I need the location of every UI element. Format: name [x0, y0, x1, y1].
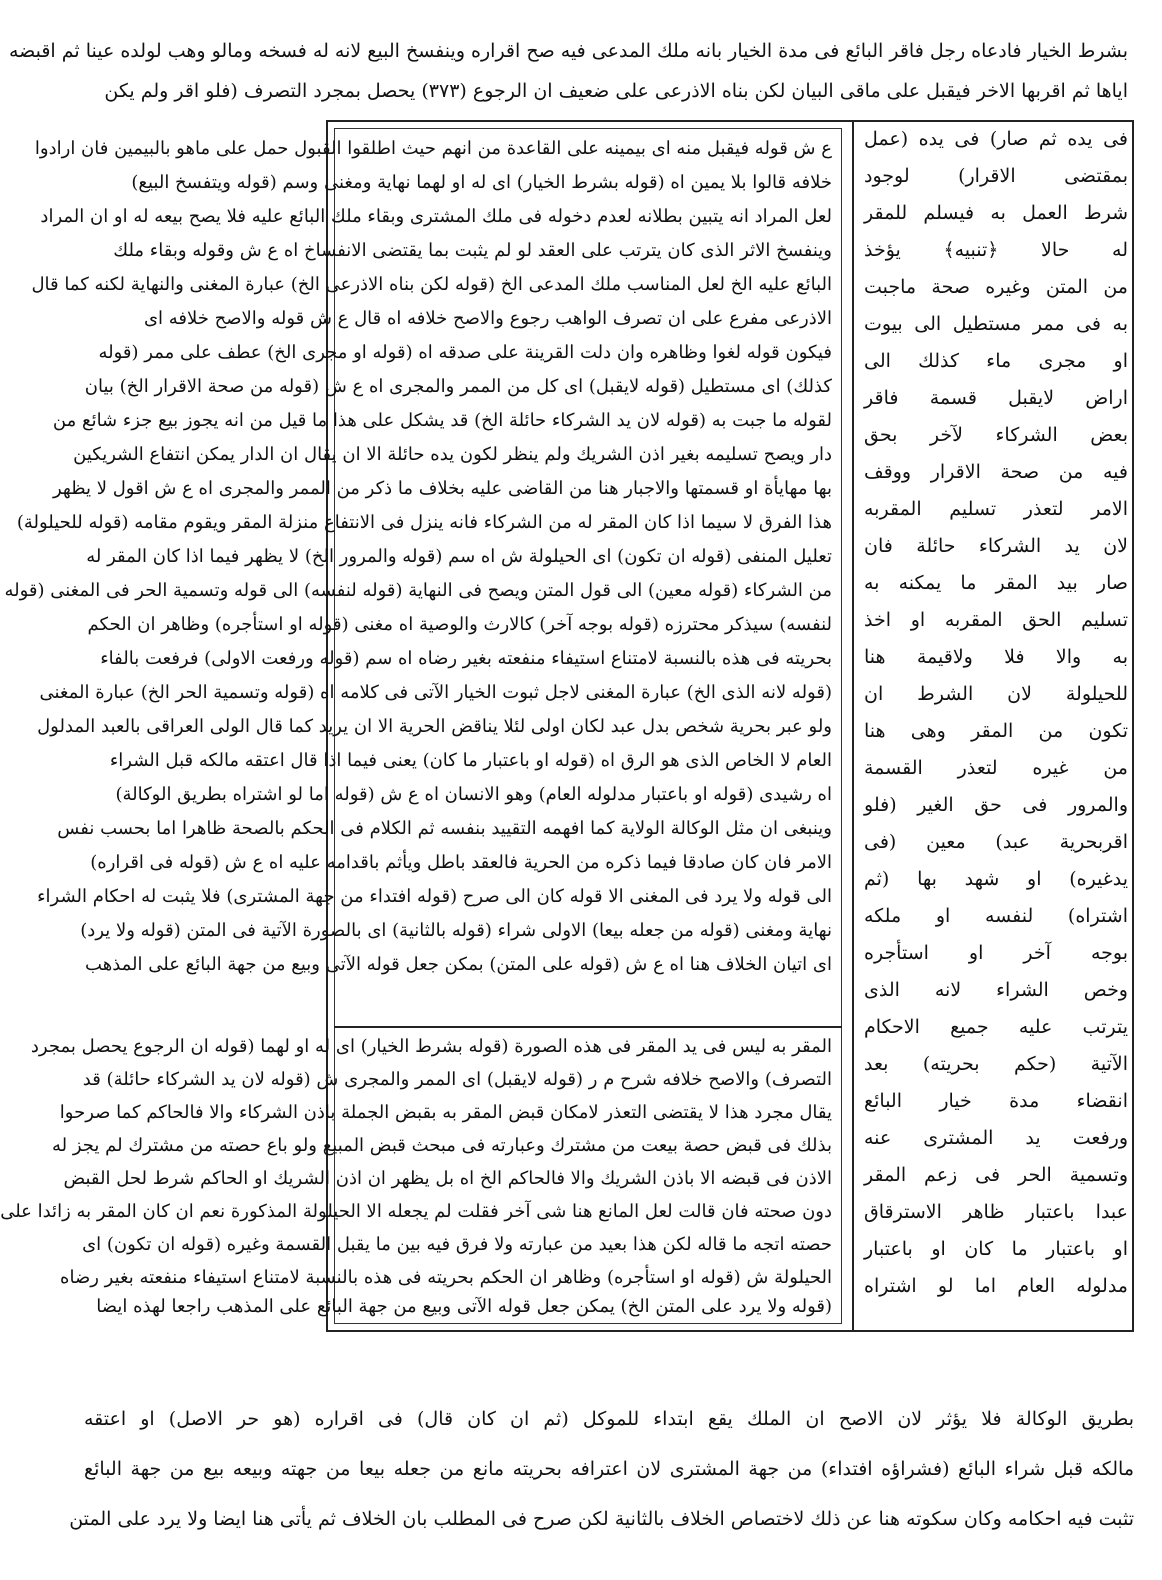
margin-line: الامر لتعذر تسليم المقربه	[864, 498, 1128, 520]
commentary-line: المقر به ليس فى يد المقر فى هذه الصورة (قوله بشرط الخيار) اى له او لهما (قوله ان الرجوع يحصل بمجرد	[30, 1036, 832, 1057]
commentary-line: ولو عبر بحرية شخص بدل عبد لكان اولى لئلا يناقض الحرية الا ان يريد كما قال الولى العراقى بالعبد المدلول	[37, 716, 832, 737]
margin-line: مدلوله العام اما لو اشتراه	[864, 1275, 1128, 1297]
commentary-line: لعل المراد انه يتبين بطلانه لعدم دخوله فى ملك المشترى وبقاء ملك البائع عليه فلا يصح بيعه له او ان المراد	[40, 206, 832, 227]
margin-line: اشتراه) لنفسه او ملكه	[864, 905, 1128, 927]
margin-line: او مجرى ماء كذلك الى	[864, 350, 1128, 372]
bottom-text-line: بطريق الوكالة فلا يؤثر لان الاصح ان الملك يقع ابتداء للموكل (ثم ان كان قال) فى اقراره (هو حر الاصل) او اعتقه	[84, 1408, 1134, 1430]
margin-line: عبدا باعتبار ظاهر الاسترقاق	[864, 1201, 1128, 1223]
commentary-line: لنفسه) سيذكر محترزه (قوله بوجه آخر) كالارث والوصية اه مغنى (قوله او استأجره) وظاهر ان الحكم	[87, 614, 832, 635]
margin-line: والمرور فى حق الغير (فلو	[864, 794, 1128, 816]
commentary-line: خلافه قالوا بلا يمين اه (قوله بشرط الخيار) اى له او لهما نهاية ومغنى وسم (قوله ويتفسخ البيع)	[131, 172, 832, 193]
commentary-line: الى قوله ولا يرد فى المغنى الا قوله كان الى صرح (قوله افتداء من جهة المشترى) فلا يثبت له احكام الشراء	[37, 886, 832, 907]
commentary-line: حصته اتجه ما قاله لكن هذا بعيد من عبارته ولا فرق فيه بين ما يقبل القسمة وغيره (قوله ان تكون) اى	[82, 1234, 832, 1255]
margin-line: يترتب عليه جميع الاحكام	[864, 1016, 1128, 1038]
commentary-line: اه رشيدى (قوله او باعتبار مدلوله العام) وهو الانسان اه ع ش (قوله اما لو اشتراه بطريق الوكالة)	[115, 784, 832, 805]
commentary-line: بذلك فى قبض حصة بيعت من مشترك وعبارته فى مبحث قبض المبيع ولو باع حصته من مشترك لم يجز له	[52, 1135, 832, 1156]
commentary-line: تعليل المنفى (قوله ان تكون) اى الحيلولة ش اه سم (قوله والمرور الخ) لا يظهر فيما اذا كان المقر له	[86, 546, 832, 567]
commentary-line: لقوله ما جبت به (قوله لان يد الشركاء حائلة الخ) قد يشكل على هذا ما قيل من انه يجوز بيع جزء شائع من	[52, 410, 832, 431]
margin-line: فيه من صحة الاقرار ووقف	[864, 461, 1128, 483]
commentary-line: (قوله ولا يرد على المتن الخ) يمكن جعل قوله الآتى وبيع من جهة البائع على المذهب راجعا لهذه ايضا	[96, 1296, 832, 1317]
margin-line: به والا فلا ولاقيمة هنا	[864, 646, 1128, 668]
commentary-line: نهاية ومغنى (قوله من جعله بيعا) الاولى شراء (قوله بالثانية) اى بالصورة الآتية فى المتن (قوله ولا يرد)	[80, 920, 832, 941]
margin-line: بوجه آخر او استأجره	[864, 942, 1128, 964]
commentary-line: التصرف) والاصح خلافه شرح م ر (قوله لايقبل) اى الممر والمجرى ش (قوله لان يد الشركاء حائلة) قد	[82, 1069, 832, 1090]
commentary-line: هذا الفرق لا سيما اذا كان المقر له من الشركاء فانه ينزل فى الانتفاع منزلة المقر ويقوم مقامه (قوله للحيلولة)	[16, 512, 832, 533]
margin-line: للحيلولة لان الشرط ان	[864, 683, 1128, 705]
commentary-line: الحيلولة ش (قوله او استأجره) وظاهر ان الحكم بحريته فى هذه بالنسبة لامتناع استيفاء منفعته بغير رضاه	[60, 1267, 832, 1288]
margin-line: تسليم الحق المقربه او اخذ	[864, 609, 1128, 631]
margin-column	[852, 120, 1134, 1332]
top-text-line: اياها ثم اقربها الاخر فيقبل على ماقى البيان لكن بناه الاذرعى على ضعيف ان الرجوع (٣٧٣) يحصل بمجرد التصرف (فلو اقر ولم يكن	[104, 80, 1128, 102]
commentary-line: بها مهايأة او قسمتها والاجبار هنا من القاضى عليه بخلاف ما ذكر من الممر والمجرى اه ع ش اقول لا يظهر	[52, 478, 832, 499]
commentary-line: بحريته فى هذه بالنسبة لامتناع استيفاء منفعته بغير رضاه اه سم (قوله ورفعت الاولى) فرفعت بالفاء	[100, 648, 832, 669]
commentary-line: العام لا الخاص الذى هو الرق اه (قوله او باعتبار ما كان) يعنى فيما اذا قال اعتقه مالكه قبل الشراء	[109, 750, 832, 771]
commentary-line: دون صحته فان قالت لعل المانع هنا شى آخر فقلت لم يجعله الا الحيلولة المذكورة نعم ان كان المقر به زائدا على	[0, 1201, 832, 1222]
margin-line: تكون من المقر وهى هنا	[864, 720, 1128, 742]
margin-line: شرط العمل به فيسلم للمقر	[864, 202, 1128, 224]
commentary-line: وينبغى ان مثل الوكالة الولاية كما افهمه التقييد بنفسه ثم الكلام فى الحكم بالصحة ظاهرا اما بحسب نفس	[57, 818, 832, 839]
margin-line: صار بيد المقر ما يمكنه به	[864, 572, 1128, 594]
section-divider	[334, 1026, 842, 1028]
margin-line: اراض لايقبل قسمة فاقر	[864, 387, 1128, 409]
commentary-line: ع ش قوله فيقبل منه اى بيمينه على القاعدة من انهم حيث اطلقوا القبول حمل على ماهو بالبيمين فان ارادوا	[34, 138, 832, 159]
commentary-line: وينفسخ الاثر الذى كان يترتب على العقد لو لم يثبت بما يقتضى الانفساخ اه ع ش وقوله وبقاء ملك	[113, 240, 832, 261]
commentary-line: الاذرعى مفرع على ان تصرف الواهب رجوع والاصح خلافه اه قال ع ش قوله والاصح خلافه اى	[143, 308, 832, 329]
bottom-text-line: مالكه قبل شراء البائع (فشراؤه افتداء) من جهة المشترى لان اعترافه بحريته مانع من جعله بيعا من جهته وبيعه بيع من جهة البائع	[84, 1458, 1134, 1480]
margin-line: او باعتبار ما كان او باعتبار	[864, 1238, 1128, 1260]
commentary-line: اى اتيان الخلاف هنا اه ع ش (قوله على المتن) بمكن جعل قوله الآتى وبيع من جهة البائع على المذهب	[85, 954, 832, 975]
bottom-text-line: تثبت فيه احكامه وكان سكوته هنا عن ذلك لاختصاص الخلاف بالثانية لكن صرح فى المطلب بان الخلاف ثم يأتى هنا ايضا ولا يرد على المتن	[69, 1508, 1134, 1530]
margin-line: لان يد الشركاء حائلة فان	[864, 535, 1128, 557]
commentary-line: الامر فان كان صادقا فيما ذكره من الحرية فالعقد باطل ويأثم باقدامه عليه اه ع ش (قوله فى اقراره)	[90, 852, 832, 873]
commentary-line: يقال مجرد هذا لا يقتضى التعذر لامكان قبض المقر به بقبض الجملة باذن الشركاء والا فالحاكم كما صرحوا	[59, 1102, 832, 1123]
margin-line: الآتية (حكم بحريته) بعد	[864, 1053, 1128, 1075]
commentary-line: دار ويصح تسليمه بغير اذن الشريك ولم ينظر لكون يده حائلة الا ان يقال ان الدار يمكن انتفاع الشريكين	[73, 444, 832, 465]
margin-line: وخص الشراء لانه الذى	[864, 979, 1128, 1001]
commentary-line	[346, 990, 832, 1019]
commentary-line: فيكون قوله لغوا وظاهره وان دلت القرينة على صدقه اه (قوله او مجرى الخ) عطف على ممر (قوله	[98, 342, 832, 363]
margin-line: به فى ممر مستطيل الى بيوت	[864, 313, 1128, 335]
margin-line: من غيره لتعذر القسمة	[864, 757, 1128, 779]
margin-line: له حالا ﴿تنبيه﴾ يؤخذ	[864, 239, 1128, 261]
commentary-line: من الشركاء (قوله معين) الى قول المتن ويصح فى النهاية (قوله لنفسه) الى قوله وتسمية الحر فى المغنى (قوله	[4, 580, 832, 601]
margin-line: بعض الشركاء لآخر بحق	[864, 424, 1128, 446]
margin-line: ورفعت يد المشترى عنه	[864, 1127, 1128, 1149]
margin-line: فى يده ثم صار) فى يده (عمل	[864, 128, 1128, 150]
commentary-line: البائع عليه الخ لعل المناسب ملك المدعى الخ (قوله لكن بناه الاذرعى الخ) عبارة المغنى والنهاية لكنه كما قال	[31, 274, 832, 295]
margin-line: وتسمية الحر فى زعم المقر	[864, 1164, 1128, 1186]
margin-line: اقربحرية عبد) معين (فى	[864, 831, 1128, 853]
commentary-line: كذلك) اى مستطيل (قوله لايقبل) اى كل من الممر والمجرى اه ع ش (قوله من صحة الاقرار الخ) بيان	[84, 376, 832, 397]
margin-line: انقضاء مدة خيار البائع	[864, 1090, 1128, 1112]
commentary-line: (قوله لانه الذى الخ) عبارة المغنى لاجل ثبوت الخيار الآتى فى كلامه اه (قوله وتسمية الحر الخ) عبارة المغنى	[39, 682, 832, 703]
margin-line: يدغيره) او شهد بها (ثم	[864, 868, 1128, 890]
commentary-line: الاذن فى قبضه الا باذن الشريك والا فالحاكم الخ اه بل يظهر ان اذن الشريك او الحاكم شرط لحل القبض	[63, 1168, 832, 1189]
margin-line: بمقتضى الاقرار) لوجود	[864, 165, 1128, 187]
top-text-line: بشرط الخيار فادعاه رجل فاقر البائع فى مدة الخيار بانه ملك المدعى فيه صح اقراره وينفسخ البيع لانه له فسخه ومالو وهب لولده عينا ثم اقبضه	[8, 40, 1128, 62]
margin-line: من المتن وغيره صحة ماجبت	[864, 276, 1128, 298]
